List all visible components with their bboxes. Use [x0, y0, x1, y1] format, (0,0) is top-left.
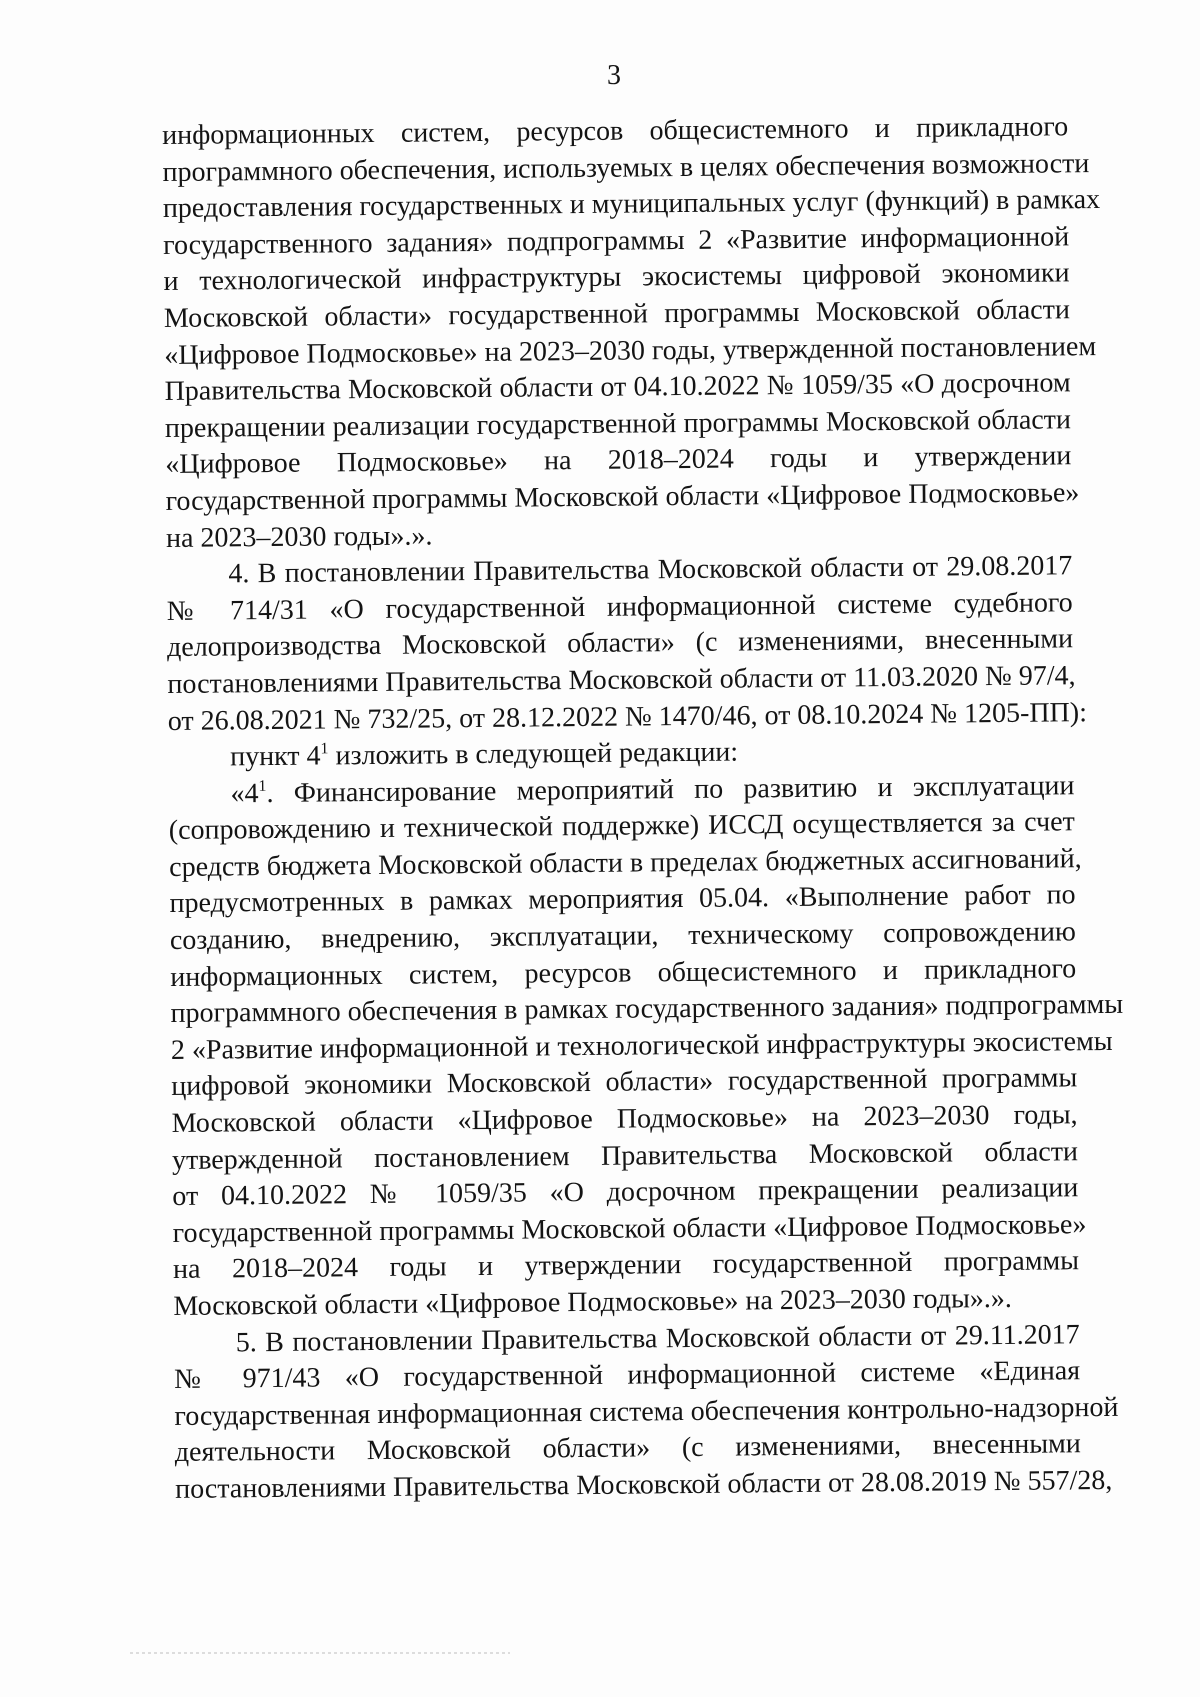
text-line: предусмотренных в рамках мероприятия 05.04. «Выполнение работ по	[169, 879, 1076, 920]
superscript: 1	[320, 740, 329, 758]
text-line: постановлениями Правительства Московской области от 28.08.2019 № 557/28,	[175, 1464, 1113, 1505]
item-instruction-text: изложить в следующей редакции:	[335, 736, 739, 772]
paragraph-5-start: 5. В постановлении Правительства Московской области от 29.11.2017	[235, 1318, 1080, 1358]
text-line: от 04.10.2022 № 1059/35 «О досрочном прекращении реализации	[172, 1172, 1079, 1213]
text-line: средств бюджета Московской области в пределах бюджетных ассигнований,	[169, 843, 1082, 883]
text-line: цифровой экономики Московской области» государственной программы	[171, 1062, 1078, 1103]
text-line: программного обеспечения, используемых в целях обеспечения возможности	[162, 147, 1090, 188]
text-line: «Цифровое Подмосковье» на 2018–2024 годы и утверждении	[165, 440, 1072, 481]
quote-prefix: «4	[230, 777, 259, 810]
text-line: информационных систем, ресурсов общесистемного и прикладного	[162, 111, 1069, 151]
text-line: № 971/43 «О государственной информационной системе «Единая	[173, 1355, 1081, 1396]
text-line: (сопровождению и технической поддержке) ИССД осуществляется за счет	[168, 806, 1075, 847]
text-line: № 714/31 «О государственной информационной системе судебного	[166, 586, 1073, 627]
text-line: «Цифровое Подмосковье» на 2023–2030 годы, утвержденной постановлением	[164, 330, 1097, 371]
text-line: предоставления государственных и муниципальных услуг (функций) в рамках	[162, 184, 1101, 225]
text-line: и технологической инфраструктуры экосистемы цифровой экономики	[163, 257, 1070, 298]
text-line: государственной программы Московской области «Цифровое Подмосковье»	[172, 1208, 1087, 1249]
text-line: делопроизводства Московской области» (с изменениями, внесенными	[166, 623, 1074, 664]
text-line: Московской области» государственной программы Московской области	[163, 294, 1071, 334]
document-body	[162, 109, 1124, 1508]
text-line: на 2023–2030 годы».».	[165, 519, 433, 554]
paragraph-4-start: 4. В постановлении Правительства Московской области от 29.08.2017	[228, 550, 1073, 590]
text-line: Правительства Московской области от 04.10.2022 № 1059/35 «О досрочном	[164, 367, 1071, 408]
text-line: утвержденной постановлением Правительства Московской области	[171, 1135, 1079, 1176]
text-line: государственного задания» подпрограммы 2 «Развитие информационной	[163, 221, 1070, 261]
text-line: от 26.08.2021 № 732/25, от 28.12.2022 № 1470/46, от 08.10.2024 № 1205-ПП):	[167, 696, 1088, 737]
text-line: Московской области «Цифровое Подмосковье» на 2023–2030 годы,	[171, 1099, 1078, 1139]
item-prefix: пункт 4	[229, 740, 321, 773]
text-line: прекращении реализации государственной программы Московской области	[164, 404, 1072, 444]
text-line: информационных систем, ресурсов общесистемного и прикладного	[170, 952, 1077, 993]
text-line: государственная информационная система обеспечения контрольно-надзорной	[174, 1391, 1119, 1432]
superscript: 1	[258, 777, 267, 795]
text-line: программного обеспечения в рамках государственного задания» подпрограммы	[170, 989, 1124, 1030]
text-line: государственной программы Московской области «Цифровое Подмосковье»	[165, 477, 1080, 517]
text-line: 2 «Развитие информационной и технологической инфраструктуры экосистемы	[170, 1025, 1113, 1066]
scan-artifact	[130, 1652, 510, 1654]
text-line: созданию, внедрению, эксплуатации, техническому сопровождению	[169, 916, 1077, 957]
item-text: . Финансирование мероприятий по развитию и эксплуатации	[266, 769, 1075, 809]
text-line: на 2018–2024 годы и утверждении государственной программы	[172, 1245, 1080, 1286]
text-line: Московской области «Цифровое Подмосковье» на 2023–2030 годы».».	[173, 1282, 1012, 1322]
page-number: 3	[607, 60, 621, 91]
text-line: постановлениями Правительства Московской области от 11.03.2020 № 97/4,	[167, 660, 1076, 700]
text-line: деятельности Московской области» (с изменениями, внесенными	[174, 1428, 1081, 1469]
